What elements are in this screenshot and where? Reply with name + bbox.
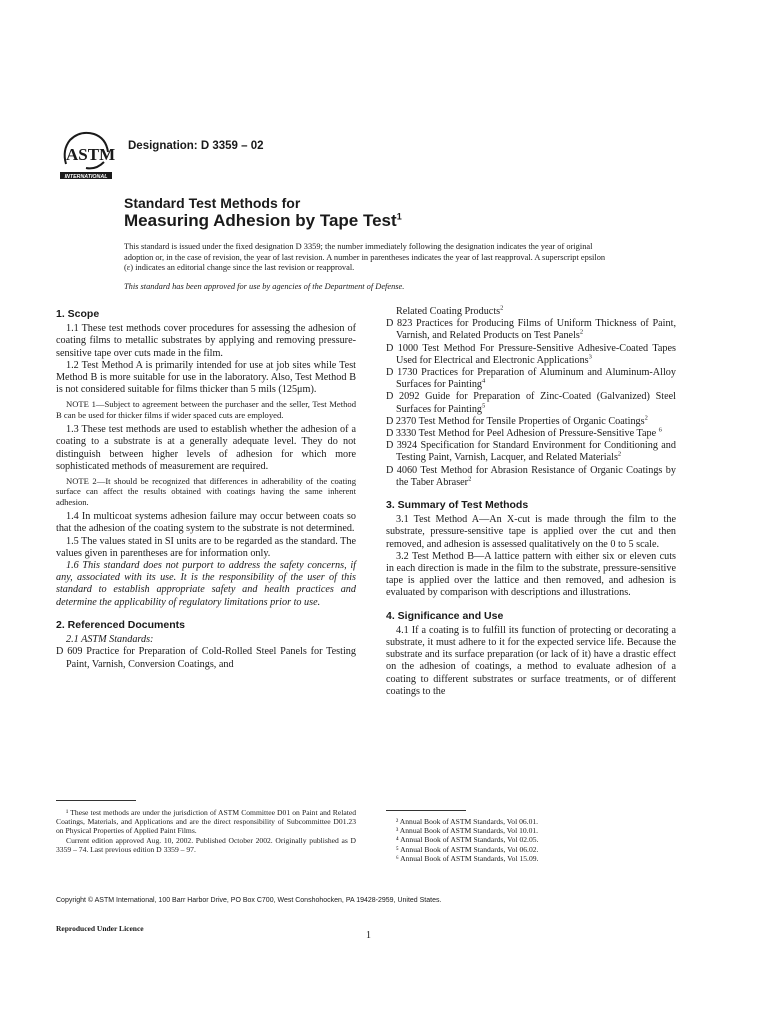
reference-d609: D 609 Practice for Preparation of Cold-Rolled Steel Panels for Testing Paint, Varnish, Conversion Coatings, and	[56, 646, 356, 670]
para-3-2: 3.2 Test Method B—A lattice pattern with either six or eleven cuts in each direction is made in the film to the substrate, pressure-sensitive tape is applied over the lattice and then removed, and adhesion is evaluated by comparison with descriptions and illustrations.	[386, 550, 676, 599]
footnote-5: ⁵ Annual Book of ASTM Standards, Vol 06.02.	[396, 844, 539, 854]
footnote-3: ³ Annual Book of ASTM Standards, Vol 10.01.	[396, 826, 539, 836]
reference-d3330: D 3330 Test Method for Peel Adhesion of Pressure-Sensitive Tape $^6$	[386, 426, 662, 440]
left-footnotes	[56, 808, 356, 854]
section-2-heading: 2. Referenced Documents	[56, 618, 185, 631]
footnote-divider-right	[386, 810, 466, 811]
footnote-4: ⁴ Annual Book of ASTM Standards, Vol 02.05.	[396, 835, 539, 845]
footnote-2: ² Annual Book of ASTM Standards, Vol 06.01.	[396, 817, 539, 826]
footnote-1: ¹ These test methods are under the jurisdiction of ASTM Committee D01 on Paint and Related Coatings, Materials, and Applications and are the direct responsibility of Subcommittee D01.23 on Physical Properties of Applied Paint Films.	[56, 808, 356, 836]
section-1-heading: 1. Scope	[56, 308, 100, 320]
reference-d1000: D 1000 Test Method For Pressure-Sensitive Adhesive-Coated Tapes Used for Electrical and Electronic Applications$^3$	[386, 342, 676, 366]
note-1: NOTE 1—Subject to agreement between the purchaser and the seller, Test Method B can be used for thicker films if wider spaced cuts are employed.	[56, 399, 356, 420]
footnote-1-edition: Current edition approved Aug. 10, 2002. Published October 2002. Originally published as D 3359 – 74. Last previous edition D 3359 – 97.	[56, 835, 356, 854]
astm-logo	[56, 126, 116, 184]
logo-text: ASTM	[66, 145, 116, 164]
para-1-2: 1.2 Test Method A is primarily intended for use at job sites while Test Method B is more suitable for use in the laboratory. Also, Test Method B is not considered suitable for films thicker than 5 mils (125μm).	[56, 359, 356, 396]
reference-d4060: D 4060 Test Method for Abrasion Resistance of Organic Coatings by the Taber Abraser$^2$	[386, 464, 676, 488]
section-4-heading: 4. Significance and Use	[386, 609, 504, 622]
para-4-1: 4.1 If a coating is to fulfill its function of protecting or decorating a substrate, it must adhere to it for the expected service life. Because the substrate and its surface preparation (or lack of it) have a drastic effect on the adhesion of coatings, a method to evaluate adhesion of a coating to different substrates or surface treatments, or of different coatings to the	[386, 624, 676, 697]
para-1-6: 1.6 This standard does not purport to address the safety concerns, if any, associated with its use. It is the responsibility of the user of this standard to establish appropriate safety and health practices and determine the applicability of regulatory limitations prior to use.	[56, 560, 356, 608]
footnote-divider-left	[56, 800, 136, 801]
preamble-text: This standard is issued under the fixed designation D 3359; the number immediately following the designation indicates the year of original adoption or, in the case of revision, the year of last revision. A number in parentheses indicates the year of last reapproval. A superscript epsilon (ε) indicates an editorial change since the last revision or reapproval.	[124, 242, 606, 272]
para-1-5: 1.5 The values stated in SI units are to be regarded as the standard. The values given in parentheses are for information only.	[56, 535, 356, 559]
para-1-1: 1.1 These test methods cover procedures for assessing the adhesion of coating films to metallic substrates by applying and removing pressure-sensitive tape over cuts made in the film.	[56, 323, 356, 359]
copyright-line: Copyright © ASTM International, 100 Barr Harbor Drive, PO Box C700, West Conshohocken, PA 19428-2959, United States.	[56, 897, 442, 904]
reference-d1730: D 1730 Practices for Preparation of Aluminum and Aluminum-Alloy Surfaces for Painting$^4$	[386, 367, 676, 391]
approval-statement: This standard has been approved for use by agencies of the Department of Defense.	[124, 282, 405, 291]
para-1-4: 1.4 In multicoat systems adhesion failure may occur between coats so that the adhesion of the coating system to the substrate is not determined.	[56, 511, 356, 535]
para-1-3: 1.3 These test methods are used to establish whether the adhesion of a coating to a substrate is at a generally adequate level. They do not distinguish between higher levels of adhesion for which more sophisticated methods of measurement are required.	[56, 424, 356, 472]
page-number: 1	[366, 930, 371, 941]
reference-d823: D 823 Practices for Producing Films of Uniform Thickness of Paint, Varnish, and Related Products on Test Panels$^2$	[386, 318, 676, 342]
title-line1: Standard Test Methods for	[124, 195, 301, 211]
footnote-6: ⁶ Annual Book of ASTM Standards, Vol 15.09.	[396, 853, 539, 863]
para-2-1: 2.1 ASTM Standards:	[66, 634, 154, 646]
note-2: NOTE 2—It should be recognized that differences in adherability of the coating surface can affect the results obtained with coatings having the same inherent adhesion.	[56, 476, 356, 507]
section-3-heading: 3. Summary of Test Methods	[386, 499, 529, 512]
title-line2: Measuring Adhesion by Tape Test$^1$	[124, 211, 402, 230]
licence-line: Reproduced Under Licence	[56, 924, 144, 933]
left-column	[56, 306, 356, 671]
right-footnotes	[390, 817, 670, 863]
reference-d2092: D 2092 Guide for Preparation of Zinc-Coated (Galvanized) Steel Surfaces for Painting$^5$	[386, 391, 676, 415]
para-3-1: 3.1 Test Method A—An X-cut is made through the film to the substrate, pressure-sensitive tape is applied over the cut and then removed, and adhesion is assessed qualitatively on the 0 to 5 scale.	[386, 514, 676, 550]
logo-subtext: INTERNATIONAL	[64, 174, 108, 180]
reference-d609-cont: Related Coating Products$^2$	[396, 304, 504, 317]
reference-d3924: D 3924 Specification for Standard Environment for Conditioning and Testing Paint, Varnish, Lacquer, and Related Materials$^2$	[386, 440, 676, 464]
right-column	[386, 306, 676, 698]
designation: Designation: D 3359 – 02	[128, 140, 264, 152]
reference-d2370: D 2370 Test Method for Tensile Properties of Organic Coatings$^2$	[386, 414, 648, 427]
